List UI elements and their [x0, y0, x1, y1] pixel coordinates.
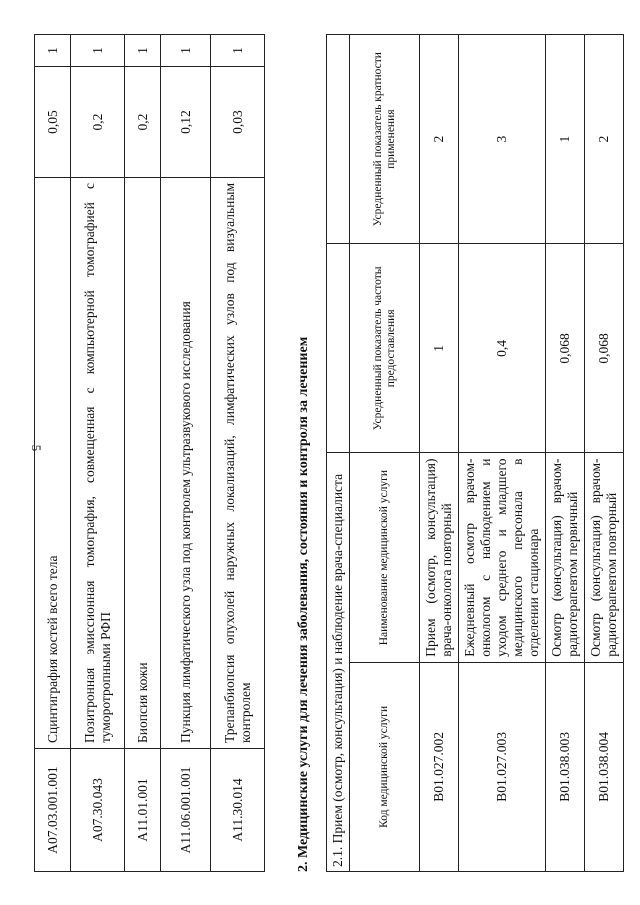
multiplicity-value: 2 [420, 35, 459, 244]
header-name: Наименование медицинской услуги [350, 453, 420, 662]
service-code: B01.027.002 [420, 662, 459, 871]
header-row [350, 35, 420, 872]
frequency-value: 0,03 [211, 67, 265, 178]
section-title: 2. Медицинские услуги для лечения заболевания, состояния и контроля за лечением [296, 336, 311, 872]
frequency-value: 0,4 [459, 244, 546, 453]
service-name: Осмотр (консультация) врачом-радиотерапевтом первичный [546, 453, 585, 662]
service-code: B01.038.003 [546, 662, 585, 871]
table-row [125, 35, 161, 872]
multiplicity-value: 1 [546, 35, 585, 244]
service-code: A07.03.001.001 [35, 749, 71, 872]
empty-cell [327, 35, 350, 244]
service-code: A11.30.014 [211, 749, 265, 872]
treatment-services-table [326, 34, 624, 872]
multiplicity-value: 1 [35, 35, 71, 67]
service-name: Сцинтиграфия костей всего тела [35, 178, 71, 749]
service-name: Позитронная эмиссионная томография, совмещенная с компьютерной томографией с туморотропными РФП [71, 178, 125, 749]
subsection-title: 2.1. Прием (осмотр, консультация) и наблюдение врача-специалиста [327, 453, 350, 872]
frequency-value: 1 [420, 244, 459, 453]
multiplicity-value: 1 [161, 35, 211, 67]
table-row [161, 35, 211, 872]
multiplicity-value: 2 [585, 35, 624, 244]
service-name: Прием (осмотр, консультация) врача-онколога повторный [420, 453, 459, 662]
table-row [585, 35, 624, 872]
subsection-row [327, 35, 350, 872]
multiplicity-value: 1 [211, 35, 265, 67]
service-name: Осмотр (консультация) врачом-радиотерапевтом повторный [585, 453, 624, 662]
table-row [35, 35, 71, 872]
table-row [546, 35, 585, 872]
frequency-value: 0,068 [546, 244, 585, 453]
table-row [71, 35, 125, 872]
table-row [420, 35, 459, 872]
multiplicity-value: 1 [71, 35, 125, 67]
frequency-value: 0,2 [71, 67, 125, 178]
page-number: 5 [29, 444, 44, 452]
service-name: Пункция лимфатического узла под контролем ультразвукового исследования [161, 178, 211, 749]
frequency-value: 0,12 [161, 67, 211, 178]
empty-cell [327, 244, 350, 453]
service-name: Биопсия кожи [125, 178, 161, 749]
service-code: B01.038.004 [585, 662, 624, 871]
header-multiplicity: Усредненный показатель кратности применения [350, 35, 420, 244]
table-row [459, 35, 546, 872]
service-name: Ежедневный осмотр врачом-онкологом с наблюдением и уходом среднего и младшего медицинского персонала в отделении стационара [459, 453, 546, 662]
diagnostics-table [34, 34, 265, 872]
service-code: B01.027.003 [459, 662, 546, 871]
service-code: A11.06.001.001 [161, 749, 211, 872]
table-row [211, 35, 265, 872]
rotated-page-content [34, 34, 634, 872]
header-code: Код медицинской услуги [350, 662, 420, 871]
frequency-value: 0,068 [585, 244, 624, 453]
multiplicity-value: 1 [125, 35, 161, 67]
frequency-value: 0,05 [35, 67, 71, 178]
service-code: A11.01.001 [125, 749, 161, 872]
service-code: A07.30.043 [71, 749, 125, 872]
service-name: Трепанбиопсия опухолей наружных локализаций, лимфатических узлов под визуальным контролем [211, 178, 265, 749]
header-frequency: Усредненный показатель частоты предоставления [350, 244, 420, 453]
frequency-value: 0,2 [125, 67, 161, 178]
multiplicity-value: 3 [459, 35, 546, 244]
